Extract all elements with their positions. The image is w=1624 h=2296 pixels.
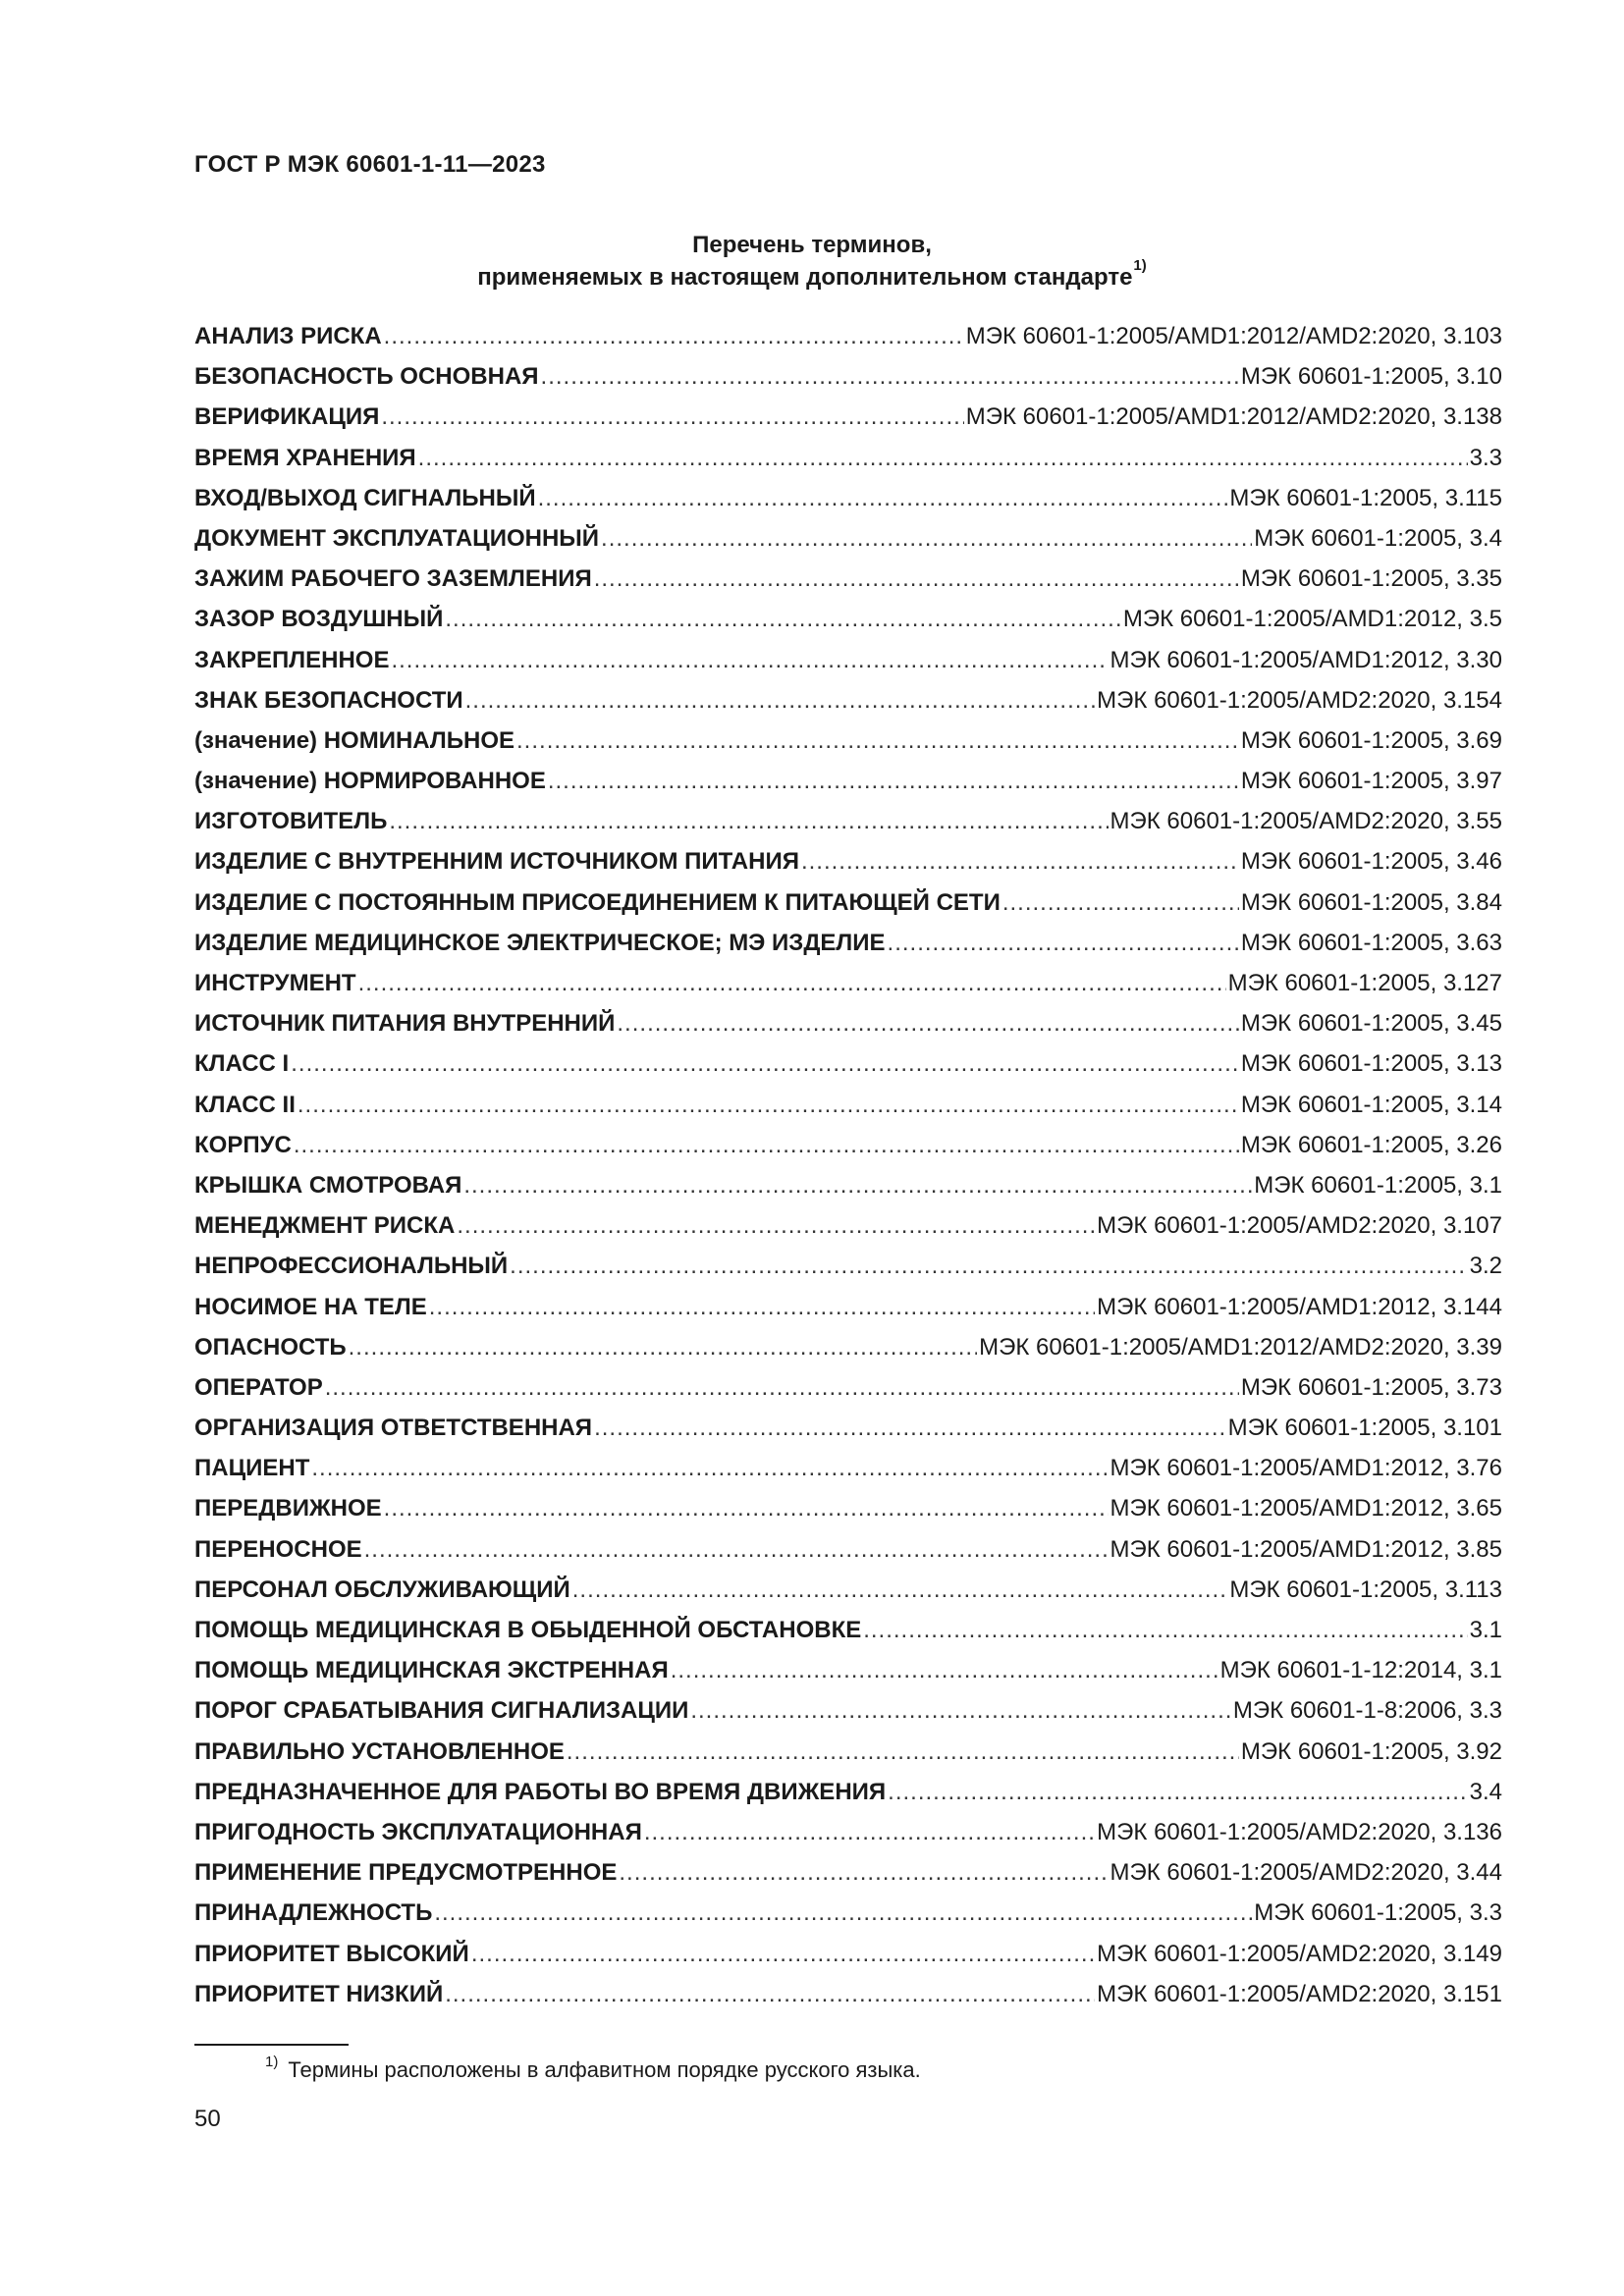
term-reference: МЭК 60601-1:2005/AMD1:2012, 3.65 (1110, 1495, 1502, 1522)
term-row (194, 969, 1502, 1009)
term-row (194, 1009, 1502, 1049)
leader-dots (384, 322, 964, 351)
leader-dots (349, 1333, 977, 1362)
term-reference: МЭК 60601-1:2005/AMD1:2012/AMD2:2020, 3.39 (979, 1333, 1502, 1361)
term-label: БЕЗОПАСНОСТЬ ОСНОВНАЯ (194, 363, 539, 391)
term-row (194, 726, 1502, 767)
term-row (194, 402, 1502, 443)
term-row (194, 1616, 1502, 1656)
term-label: ЗАЗОР ВОЗДУШНЫЙ (194, 606, 444, 633)
term-reference: МЭК 60601-1:2005/AMD1:2012, 3.144 (1097, 1293, 1502, 1320)
term-reference: МЭК 60601-1:2005/AMD2:2020, 3.55 (1110, 808, 1502, 835)
term-name (194, 1454, 309, 1483)
term-label: НОСИМОЕ НА ТЕЛЕ (194, 1293, 427, 1320)
term-reference: МЭК 60601-1:2005, 3.97 (1240, 768, 1502, 795)
term-label: НОРМИРОВАННОЕ (323, 768, 546, 795)
leader-dots (888, 929, 1239, 958)
footnote-text: Термины расположены в алфавитном порядке русского языка. (288, 2057, 921, 2082)
term-row (194, 686, 1502, 726)
term-label: ЗАЖИМ РАБОЧЕГО ЗАЗЕМЛЕНИЯ (194, 565, 592, 593)
term-row (194, 1333, 1502, 1373)
term-row (194, 888, 1502, 929)
terms-list (194, 322, 1502, 2020)
term-name (194, 484, 536, 513)
term-row (194, 1091, 1502, 1131)
term-name (194, 1656, 669, 1685)
term-row (194, 1980, 1502, 2020)
list-title-text: применяемых в настоящем дополнительном стандарте (477, 264, 1133, 291)
leader-dots (291, 1049, 1239, 1079)
term-name (194, 362, 539, 392)
leader-dots (510, 1252, 1467, 1281)
term-row (194, 1656, 1502, 1696)
term-reference: МЭК 60601-1:2005, 3.92 (1240, 1737, 1502, 1765)
term-label: ВЕРИФИКАЦИЯ (194, 403, 380, 431)
term-reference: МЭК 60601-1:2005, 3.10 (1240, 363, 1502, 391)
term-row (194, 322, 1502, 362)
page-number: 50 (194, 2106, 221, 2132)
term-name (194, 1494, 382, 1523)
footnote-mark: 1) (265, 2054, 279, 2070)
term-row (194, 1494, 1502, 1534)
term-label: ЗАКРЕПЛЕННОЕ (194, 646, 390, 673)
term-label: ПОРОГ СРАБАТЫВАНИЯ СИГНАЛИЗАЦИИ (194, 1697, 689, 1725)
term-name (194, 1575, 570, 1605)
term-row (194, 484, 1502, 524)
term-reference: МЭК 60601-1:2005, 3.101 (1227, 1415, 1502, 1442)
list-title-line1: Перечень терминов, (692, 232, 932, 258)
term-row (194, 605, 1502, 645)
term-reference: МЭК 60601-1-8:2006, 3.3 (1232, 1697, 1502, 1725)
term-row (194, 1818, 1502, 1858)
term-name (194, 646, 389, 675)
term-reference: МЭК 60601-1:2005, 3.13 (1240, 1050, 1502, 1078)
term-row (194, 444, 1502, 484)
term-row (194, 524, 1502, 564)
term-row (194, 1171, 1502, 1211)
term-name (194, 1293, 427, 1322)
leader-dots (601, 524, 1252, 554)
term-label: МЕНЕДЖМЕНТ РИСКА (194, 1212, 456, 1240)
leader-dots (311, 1454, 1108, 1483)
term-name (194, 767, 546, 796)
term-label: КЛАСС II (194, 1091, 296, 1118)
term-name (194, 1898, 432, 1928)
term-label: ПРИОРИТЕТ НИЗКИЙ (194, 1980, 444, 2007)
term-name (194, 1171, 461, 1201)
term-label: КОРПУС (194, 1131, 292, 1158)
leader-dots (538, 484, 1228, 513)
term-reference: МЭК 60601-1:2005, 3.69 (1240, 726, 1502, 754)
term-name (194, 1252, 508, 1281)
term-name (194, 1131, 292, 1160)
leader-dots (567, 1737, 1239, 1767)
leader-dots (429, 1293, 1095, 1322)
title-footnote-mark: 1) (1133, 257, 1147, 274)
term-row (194, 1940, 1502, 1980)
term-label: ПРИГОДНОСТЬ ЭКСПЛУАТАЦИОННАЯ (194, 1818, 642, 1845)
term-name (194, 1980, 443, 2009)
leader-dots (463, 1171, 1252, 1201)
term-reference: МЭК 60601-1:2005/AMD1:2012, 3.85 (1110, 1535, 1502, 1563)
leader-dots (298, 1091, 1239, 1120)
term-label: ОРГАНИЗАЦИЯ ОТВЕТСТВЕННАЯ (194, 1415, 593, 1442)
leader-dots (617, 1009, 1239, 1039)
term-row (194, 1696, 1502, 1736)
term-label: ПЕРЕДВИЖНОЕ (194, 1495, 382, 1522)
term-row (194, 1293, 1502, 1333)
leader-dots (516, 726, 1239, 756)
leader-dots (364, 1535, 1109, 1565)
term-row (194, 1898, 1502, 1939)
term-name (194, 524, 599, 554)
footnote-separator (194, 2044, 349, 2046)
leader-dots (384, 1494, 1109, 1523)
leader-dots (381, 402, 963, 432)
document-header: ГОСТ Р МЭК 60601-1-11—2023 (194, 151, 546, 178)
leader-dots (690, 1696, 1231, 1726)
term-label: ИЗДЕЛИЕ МЕДИЦИНСКОЕ ЭЛЕКТРИЧЕСКОЕ; МЭ ИЗДЕЛИЕ (194, 929, 886, 956)
term-label: ПРИНАДЛЕЖНОСТЬ (194, 1899, 433, 1927)
term-label: ОПАСНОСТЬ (194, 1333, 347, 1361)
term-row (194, 847, 1502, 887)
term-reference: МЭК 60601-1:2005, 3.14 (1240, 1091, 1502, 1118)
term-reference: 3.2 (1469, 1253, 1502, 1280)
term-reference: МЭК 60601-1:2005/AMD1:2012, 3.30 (1110, 646, 1502, 673)
term-row (194, 1049, 1502, 1090)
term-reference: МЭК 60601-1:2005, 3.84 (1240, 888, 1502, 916)
term-name (194, 969, 356, 998)
leader-dots (471, 1940, 1095, 1969)
term-name (194, 847, 799, 877)
leader-dots (548, 767, 1239, 796)
term-label: ПОМОЩЬ МЕДИЦИНСКАЯ В ОБЫДЕННОЙ ОБСТАНОВКЕ (194, 1617, 862, 1643)
term-row (194, 646, 1502, 686)
term-label: ВХОД/ВЫХОД СИГНАЛЬНЫЙ (194, 484, 536, 511)
term-name (194, 605, 443, 634)
term-label: ИЗДЕЛИЕ С ПОСТОЯННЫМ ПРИСОЕДИНЕНИЕМ К ПИТАЮЩЕЙ СЕТИ (194, 888, 1001, 916)
term-name (194, 1737, 565, 1767)
term-label: ПРЕДНАЗНАЧЕННОЕ ДЛЯ РАБОТЫ ВО ВРЕМЯ ДВИЖЕНИЯ (194, 1778, 887, 1805)
term-reference: 3.3 (1469, 444, 1502, 471)
term-row (194, 1858, 1502, 1898)
term-label: ЗНАК БЕЗОПАСНОСТИ (194, 686, 463, 714)
term-reference: МЭК 60601-1:2005, 3.127 (1227, 970, 1502, 996)
term-label: ИСТОЧНИК ПИТАНИЯ ВНУТРЕННИЙ (194, 1010, 616, 1038)
term-label: НОМИНАЛЬНОЕ (323, 726, 515, 754)
term-reference: МЭК 60601-1:2005, 3.63 (1240, 929, 1502, 956)
leader-dots (325, 1373, 1239, 1403)
term-row (194, 1373, 1502, 1414)
term-label: ИЗГОТОВИТЕЛЬ (194, 808, 388, 835)
term-row (194, 1454, 1502, 1494)
term-prefix: (значение) (194, 726, 324, 754)
leader-dots (418, 444, 1468, 473)
leader-dots (671, 1656, 1218, 1685)
leader-dots (1002, 888, 1239, 918)
leader-dots (358, 969, 1226, 998)
leader-dots (445, 605, 1120, 634)
term-label: ИНСТРУМЕНТ (194, 970, 356, 996)
term-reference: МЭК 60601-1:2005, 3.1 (1254, 1171, 1502, 1199)
term-label: НЕПРОФЕССИОНАЛЬНЫЙ (194, 1253, 509, 1280)
term-reference: МЭК 60601-1:2005/AMD2:2020, 3.107 (1097, 1212, 1502, 1240)
term-row (194, 1535, 1502, 1575)
term-label: ПЕРЕНОСНОЕ (194, 1535, 362, 1563)
term-label: ДОКУМЕНТ ЭКСПЛУАТАЦИОННЫЙ (194, 524, 600, 552)
leader-dots (465, 686, 1096, 716)
term-reference: МЭК 60601-1:2005/AMD2:2020, 3.136 (1097, 1818, 1502, 1845)
list-title-line2 (0, 257, 1624, 294)
leader-dots (445, 1980, 1095, 2009)
term-name (194, 564, 592, 594)
term-name (194, 402, 379, 432)
term-name (194, 322, 382, 351)
term-row (194, 1414, 1502, 1454)
term-reference: МЭК 60601-1:2005, 3.73 (1240, 1373, 1502, 1401)
leader-dots (619, 1858, 1108, 1888)
term-name (194, 686, 463, 716)
term-label: КЛАСС I (194, 1050, 290, 1078)
term-reference: МЭК 60601-1:2005, 3.35 (1240, 565, 1502, 593)
term-row (194, 807, 1502, 847)
term-reference: МЭК 60601-1:2005, 3.115 (1229, 484, 1502, 511)
term-name (194, 1211, 455, 1241)
leader-dots (294, 1131, 1239, 1160)
term-label: ОПЕРАТОР (194, 1373, 323, 1401)
term-reference: МЭК 60601-1:2005/AMD1:2012, 3.76 (1110, 1455, 1502, 1482)
term-name (194, 807, 387, 836)
leader-dots (572, 1575, 1228, 1605)
term-name (194, 1858, 617, 1888)
term-reference: МЭК 60601-1:2005, 3.113 (1229, 1575, 1502, 1603)
term-label: ВРЕМЯ ХРАНЕНИЯ (194, 444, 416, 471)
term-name (194, 1696, 688, 1726)
term-name (194, 1373, 323, 1403)
term-label: ПРАВИЛЬНО УСТАНОВЛЕННОЕ (194, 1737, 565, 1765)
term-row (194, 1575, 1502, 1616)
leader-dots (457, 1211, 1095, 1241)
term-reference: МЭК 60601-1:2005, 3.26 (1240, 1131, 1502, 1158)
footnote (265, 2054, 921, 2083)
term-name (194, 1009, 615, 1039)
term-name (194, 1616, 861, 1645)
term-reference: МЭК 60601-1:2005, 3.45 (1240, 1010, 1502, 1038)
term-name (194, 726, 514, 756)
term-reference: МЭК 60601-1:2005/AMD1:2012/AMD2:2020, 3.138 (965, 403, 1502, 431)
term-row (194, 362, 1502, 402)
term-row (194, 564, 1502, 605)
term-reference: 3.4 (1469, 1778, 1502, 1805)
term-reference: МЭК 60601-1:2005, 3.46 (1240, 848, 1502, 876)
term-name (194, 929, 886, 958)
leader-dots (594, 1414, 1226, 1443)
term-reference: МЭК 60601-1:2005/AMD2:2020, 3.149 (1097, 1940, 1502, 1967)
term-name (194, 1414, 592, 1443)
term-name (194, 444, 416, 473)
term-row (194, 1211, 1502, 1252)
term-reference: МЭК 60601-1:2005, 3.4 (1254, 524, 1502, 552)
leader-dots (644, 1818, 1095, 1847)
term-row (194, 1252, 1502, 1292)
term-reference: МЭК 60601-1:2005/AMD2:2020, 3.44 (1110, 1859, 1502, 1887)
term-name (194, 1818, 642, 1847)
term-name (194, 888, 1001, 918)
leader-dots (801, 847, 1239, 877)
leader-dots (863, 1616, 1467, 1645)
term-label: ПАЦИЕНТ (194, 1455, 310, 1482)
term-label: ПОМОЩЬ МЕДИЦИНСКАЯ ЭКСТРЕННАЯ (194, 1657, 669, 1684)
term-reference: МЭК 60601-1:2005/AMD1:2012, 3.5 (1122, 606, 1502, 633)
term-row (194, 929, 1502, 969)
term-reference: МЭК 60601-1:2005, 3.3 (1254, 1899, 1502, 1927)
term-reference: МЭК 60601-1:2005/AMD1:2012/AMD2:2020, 3.103 (965, 323, 1502, 349)
term-reference: МЭК 60601-1:2005/AMD2:2020, 3.151 (1097, 1980, 1502, 2007)
term-label: ПЕРСОНАЛ ОБСЛУЖИВАЮЩИЙ (194, 1575, 570, 1603)
leader-dots (389, 807, 1108, 836)
leader-dots (391, 646, 1108, 675)
term-reference: 3.1 (1469, 1617, 1502, 1643)
term-label: ИЗДЕЛИЕ С ВНУТРЕННИМ ИСТОЧНИКОМ ПИТАНИЯ (194, 848, 799, 876)
term-reference: МЭК 60601-1-12:2014, 3.1 (1219, 1657, 1502, 1684)
leader-dots (888, 1778, 1467, 1807)
term-label: ПРИМЕНЕНИЕ ПРЕДУСМОТРЕННОЕ (194, 1859, 618, 1887)
term-name (194, 1049, 289, 1079)
term-row (194, 1131, 1502, 1171)
term-name (194, 1778, 886, 1807)
term-row (194, 1737, 1502, 1778)
leader-dots (594, 564, 1239, 594)
term-label: КРЫШКА СМОТРОВАЯ (194, 1171, 462, 1199)
term-row (194, 1778, 1502, 1818)
leader-dots (434, 1898, 1252, 1928)
term-row (194, 767, 1502, 807)
term-name (194, 1535, 362, 1565)
leader-dots (541, 362, 1239, 392)
term-name (194, 1333, 347, 1362)
term-reference: МЭК 60601-1:2005/AMD2:2020, 3.154 (1097, 686, 1502, 714)
term-name (194, 1940, 469, 1969)
term-name (194, 1091, 296, 1120)
term-label: ПРИОРИТЕТ ВЫСОКИЙ (194, 1940, 469, 1967)
term-label: АНАЛИЗ РИСКА (194, 323, 382, 349)
term-prefix: (значение) (194, 768, 324, 795)
